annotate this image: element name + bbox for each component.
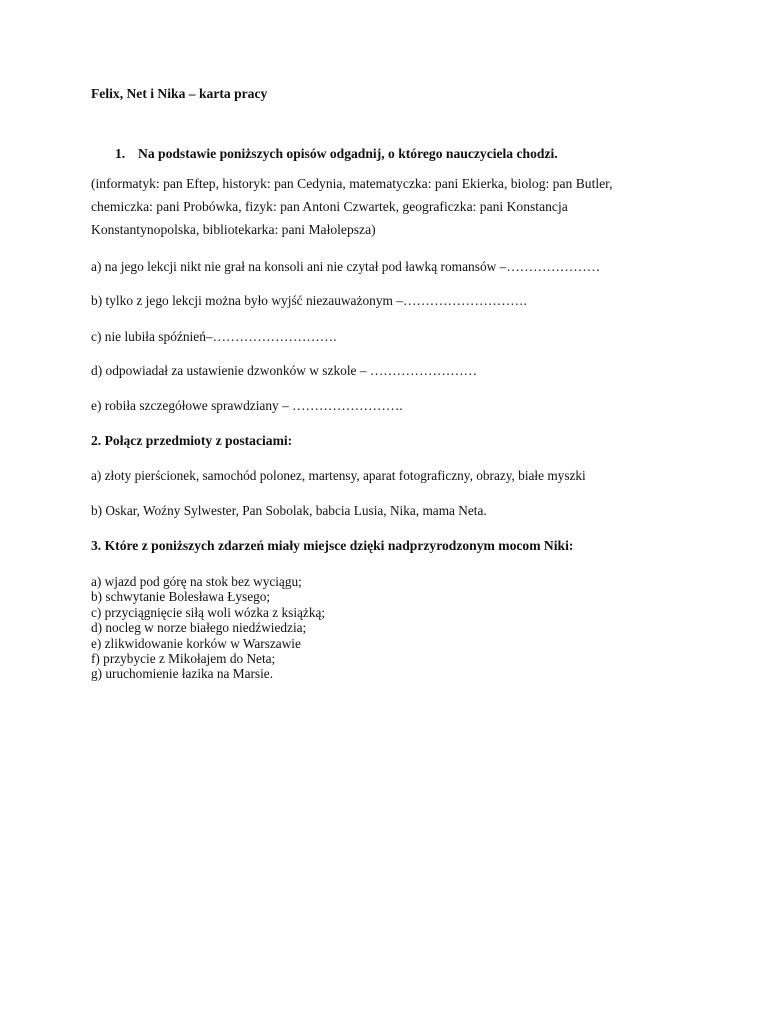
teachers-line-3: Konstantynopolska, bibliotekarka: pani Małolepsza) (91, 222, 376, 237)
question-1-answer-e: e) robiła szczegółowe sprawdziany – ……………………. (91, 398, 403, 413)
question-1-number: 1. (115, 146, 126, 161)
question-3-option-a: a) wjazd pod górę na stok bez wyciągu; (91, 574, 302, 589)
question-3-heading: 3. Które z poniższych zdarzeń miały miejsce dzięki nadprzyrodzonym mocom Niki: (91, 538, 574, 553)
question-3-option-c: c) przyciągnięcie siłą woli wózka z książką; (91, 605, 326, 620)
teachers-line-1: (informatyk: pan Eftep, historyk: pan Cedynia, matematyczka: pani Ekierka, biolog: pan Butler, (91, 176, 613, 191)
question-3-option-d: d) nocleg w norze białego niedźwiedzia; (91, 620, 307, 635)
question-1-answer-c: c) nie lubiła spóźnień–………………………. (91, 329, 337, 344)
question-3-option-f: f) przybycie z Mikołajem do Neta; (91, 651, 276, 666)
question-1-answer-a: a) na jego lekcji nikt nie grał na konsoli ani nie czytał pod ławką romansów –………………… (91, 259, 601, 274)
teachers-line-2: chemiczka: pani Probówka, fizyk: pan Antoni Czwartek, geograficzka: pani Konstancja (91, 199, 568, 214)
question-1-answer-d: d) odpowiadał za ustawienie dzwonków w szkole – …………………… (91, 363, 478, 378)
question-3-option-b: b) schwytanie Bolesława Łysego; (91, 589, 271, 604)
question-2-characters: b) Oskar, Woźny Sylwester, Pan Sobolak, babcia Lusia, Nika, mama Neta. (91, 503, 487, 518)
question-2-items: a) złoty pierścionek, samochód polonez, martensy, aparat fotograficzny, obrazy, białe myszki (91, 468, 586, 483)
question-1-answer-b: b) tylko z jego lekcji można było wyjść niezauważonym –………………………. (91, 293, 527, 308)
worksheet-title: Felix, Net i Nika – karta pracy (91, 86, 268, 101)
question-3-option-g: g) uruchomienie łazika na Marsie. (91, 666, 274, 681)
question-1-text: Na podstawie poniższych opisów odgadnij, o którego nauczyciela chodzi. (138, 146, 558, 161)
question-2-heading: 2. Połącz przedmioty z postaciami: (91, 433, 293, 448)
question-3-option-e: e) zlikwidowanie korków w Warszawie (91, 636, 301, 651)
